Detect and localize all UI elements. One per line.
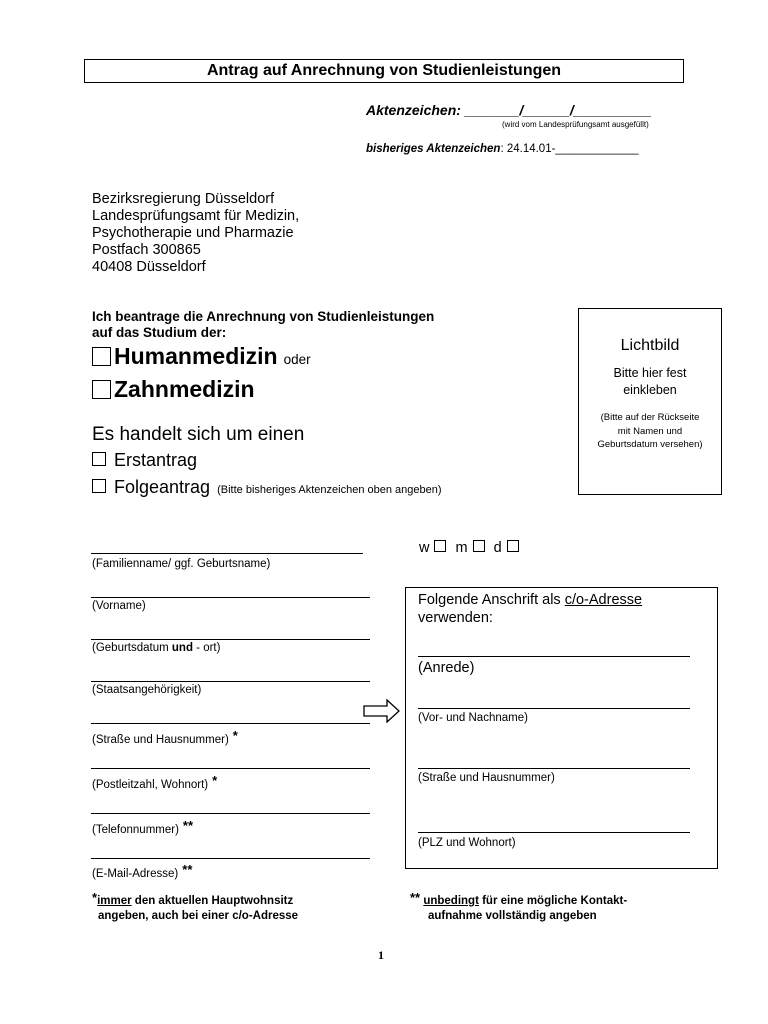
staatsangehoerigkeit-label: (Staatsangehörigkeit) (92, 684, 202, 696)
geburt-label-part: - ort) (192, 642, 221, 654)
address-line: Bezirksregierung Düsseldorf (92, 191, 275, 207)
strasse-input[interactable] (91, 723, 370, 724)
co-title-text: verwenden: (418, 610, 493, 626)
request-text (92, 309, 434, 341)
checkbox-gender-d[interactable] (507, 540, 519, 552)
option-label: Erstantrag (114, 450, 198, 470)
aktenzeichen (366, 102, 652, 118)
photo-instructions (579, 365, 721, 399)
vorname-label: (Vorname) (92, 600, 146, 612)
antrag-type-heading: Es handelt sich um einen (92, 424, 305, 445)
address-line: Postfach 300865 (92, 242, 201, 258)
co-anrede-label: (Anrede) (418, 660, 475, 676)
geburtsdatum-input[interactable] (91, 639, 370, 640)
required-star: * (212, 773, 218, 788)
page-number: 1 (378, 948, 384, 962)
checkbox-erstantrag[interactable] (92, 452, 106, 466)
checkbox-gender-w[interactable] (434, 540, 446, 552)
footnote-text: angeben, auch bei einer c/o-Adresse (98, 910, 299, 922)
bisheriges-label: bisheriges Aktenzeichen (366, 143, 501, 155)
gender-label: d (493, 540, 502, 556)
required-star: ** (182, 862, 193, 877)
co-strasse-label: (Straße und Hausnummer) (418, 772, 555, 784)
geburtsdatum-label (92, 642, 220, 654)
gender-label: w (419, 540, 430, 556)
bisheriges-value[interactable]: : 24.14.01-_____________ (500, 143, 639, 155)
strasse-label-text: (Straße und Hausnummer) (92, 734, 229, 746)
option-humanmedizin[interactable] (92, 343, 311, 370)
geburt-label-und: und (171, 642, 193, 654)
geburt-label-part: (Geburtsdatum (92, 642, 172, 654)
co-address-title (418, 591, 642, 627)
co-strasse-input[interactable] (418, 768, 690, 769)
telefon-label-text: (Telefonnummer) (92, 824, 179, 836)
option-label: Zahnmedizin (114, 376, 255, 402)
co-name-input[interactable] (418, 708, 690, 709)
aktenzeichen-label: Aktenzeichen: (366, 102, 461, 118)
footnote-star: ** (410, 890, 421, 905)
bisheriges-aktenzeichen (366, 143, 639, 155)
photo-box (578, 308, 722, 495)
footnote-text: aufnahme vollständig angeben (428, 910, 597, 922)
request-line: Ich beantrage die Anrechnung von Studienleistungen (92, 309, 435, 324)
telefon-label (92, 818, 193, 836)
co-title-emphasis: c/o-Adresse (564, 592, 643, 608)
photo-line: einkleben (623, 383, 677, 397)
co-plz-label: (PLZ und Wohnort) (418, 837, 516, 849)
co-name-label: (Vor- und Nachname) (418, 712, 528, 724)
oder-text: oder (283, 352, 311, 367)
photo-title: Lichtbild (620, 337, 680, 354)
footnote-text: für eine mögliche Kontakt- (478, 895, 628, 907)
option-zahnmedizin[interactable] (92, 376, 255, 403)
checkbox-humanmedizin[interactable] (92, 347, 111, 366)
checkbox-zahnmedizin[interactable] (92, 380, 111, 399)
co-plz-input[interactable] (418, 832, 690, 833)
address-line: 40408 Düsseldorf (92, 259, 206, 275)
gender-label: m (455, 540, 468, 556)
footnote-star: * (92, 890, 98, 905)
co-title-text: Folgende Anschrift als (418, 592, 565, 608)
photo-note-line: (Bitte auf der Rückseite (600, 412, 700, 423)
footnote-double-star (410, 890, 627, 924)
familienname-input[interactable] (91, 553, 363, 554)
address-line: Psychotherapie und Pharmazie (92, 225, 294, 241)
form-title: Antrag auf Anrechnung von Studienleistungen (84, 59, 684, 83)
photo-line: Bitte hier fest (613, 366, 687, 380)
email-input[interactable] (91, 858, 370, 859)
aktenzeichen-blank[interactable]: _______/______/__________ (460, 102, 652, 118)
photo-note-line: mit Namen und (617, 425, 683, 437)
required-star: ** (182, 818, 194, 833)
option-label: Humanmedizin (114, 343, 278, 369)
staatsangehoerigkeit-input[interactable] (91, 681, 370, 682)
gender-selection (419, 540, 524, 556)
email-label-text: (E-Mail-Adresse) (92, 868, 179, 880)
request-line: auf das Studium der: (92, 325, 227, 340)
required-star: * (232, 728, 238, 743)
strasse-label (92, 728, 238, 746)
address-line: Landesprüfungsamt für Medizin, (92, 208, 300, 224)
option-label: Folgeantrag (114, 477, 211, 497)
photo-note-line: Geburtsdatum versehen) (597, 439, 703, 450)
folgeantrag-note: (Bitte bisheriges Aktenzeichen oben angeben) (217, 484, 442, 496)
option-folgeantrag[interactable] (92, 477, 442, 498)
photo-note (579, 411, 721, 452)
co-anrede-input[interactable] (418, 656, 690, 657)
recipient-address (92, 191, 299, 276)
telefon-input[interactable] (91, 813, 370, 814)
vorname-input[interactable] (91, 597, 370, 598)
arrow-right-icon (363, 699, 401, 723)
plz-label-text: (Postleitzahl, Wohnort) (92, 779, 209, 791)
footnote-emphasis: unbedingt (423, 895, 479, 907)
footnote-text: den aktuellen Hauptwohnsitz (131, 895, 294, 907)
co-address-box (405, 587, 718, 869)
plz-input[interactable] (91, 768, 370, 769)
option-erstantrag[interactable] (92, 450, 197, 471)
checkbox-folgeantrag[interactable] (92, 479, 106, 493)
footnote-emphasis: immer (97, 895, 132, 907)
footnote-single-star (92, 890, 298, 924)
familienname-label: (Familienname/ ggf. Geburtsname) (92, 558, 271, 570)
aktenzeichen-note: (wird vom Landesprüfungsamt ausgefüllt) (502, 120, 649, 129)
checkbox-gender-m[interactable] (473, 540, 485, 552)
plz-label (92, 773, 217, 791)
email-label (92, 862, 192, 880)
